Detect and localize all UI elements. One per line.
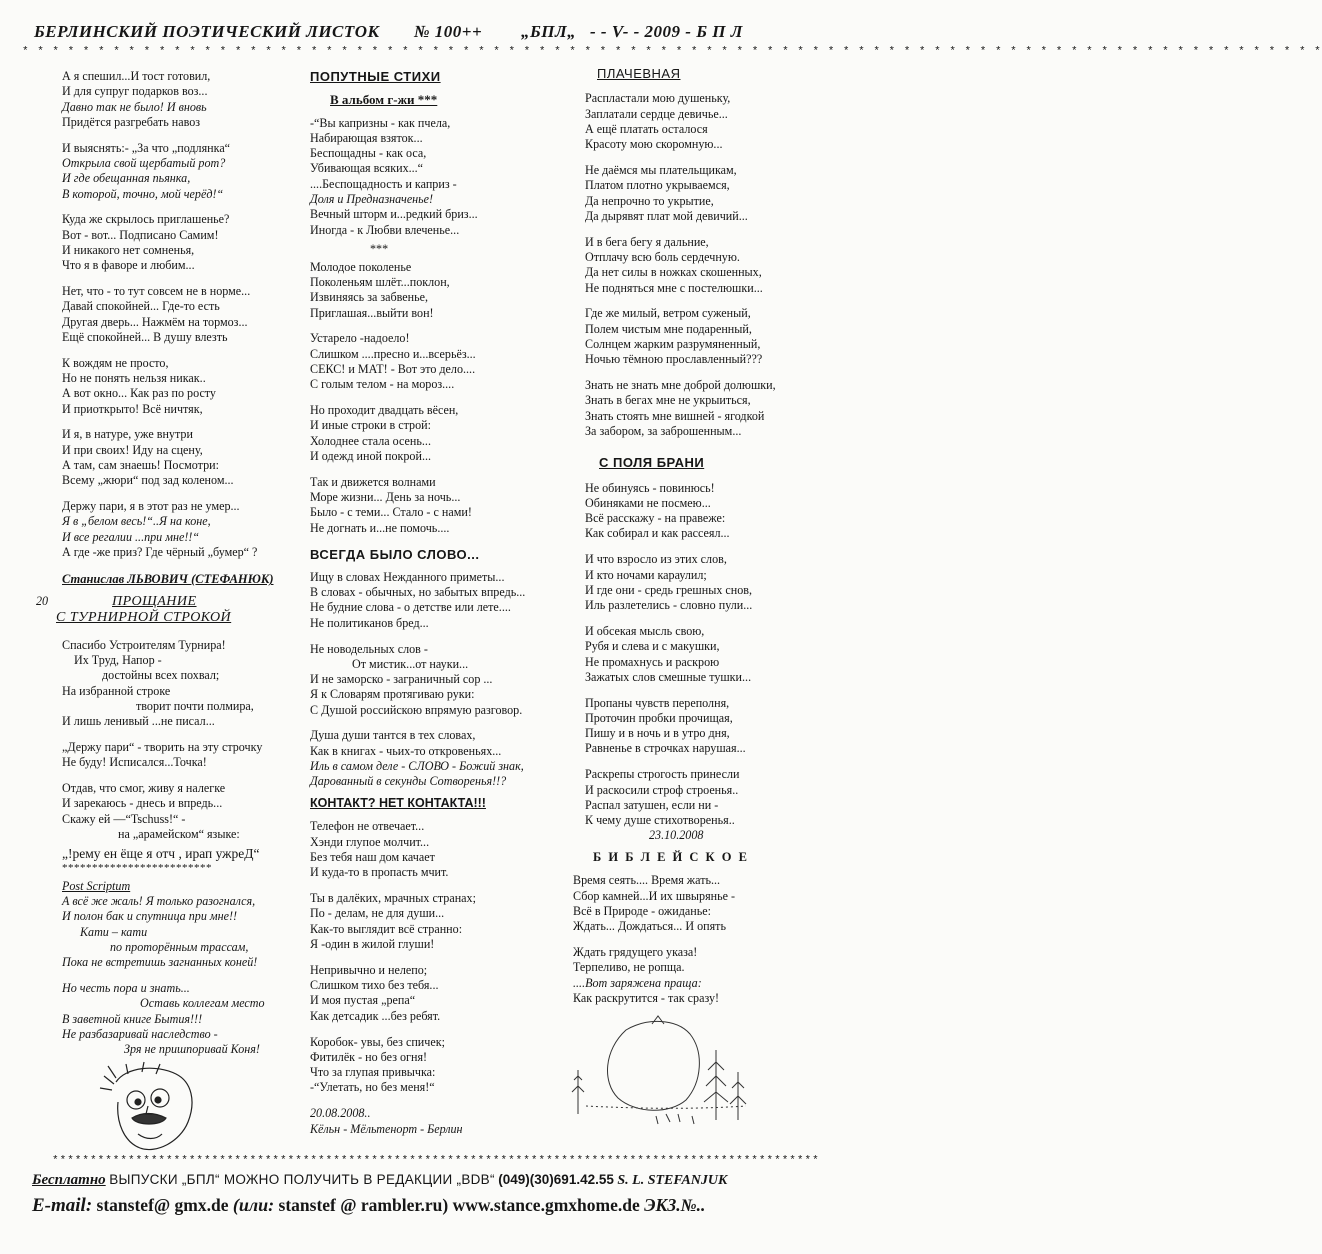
website-link[interactable]: www.stance.gmxhome.de: [452, 1195, 640, 1215]
verse-line: Знать стоять мне вишней - ягодкой: [585, 408, 765, 423]
verse-line: Слишком ....пресно и...всерьёз...: [310, 346, 476, 361]
free-label: Бесплатно: [32, 1172, 106, 1188]
verse-line: Убивающая всяких...“: [310, 161, 424, 176]
verse-line: И полон бак и спутница при мне!!: [62, 909, 238, 924]
masthead-brand: „БПЛ„: [521, 22, 577, 41]
verse-line: Платом плотно укрываемся,: [585, 178, 730, 193]
stanza: [62, 212, 308, 273]
verse-line: Давай спокойней... Где-то есть: [62, 299, 220, 314]
stanza: [585, 696, 815, 757]
email-label: E-mail:: [32, 1195, 93, 1216]
stanza: [62, 141, 308, 202]
verse-line: И никакого нет сомненья,: [62, 242, 195, 257]
verse-line: Коробок- увы, без спичек;: [310, 1034, 445, 1049]
verse-line: Зря не пришпоривай Коня!: [124, 1042, 260, 1057]
editor-name: S. L. STEFANJUK: [617, 1173, 728, 1188]
verse-line: творит почти полмира,: [136, 698, 254, 713]
verse-line: И при своих! Иду на сцену,: [62, 442, 203, 457]
verse-line: Ждать... Дождаться... И опять: [573, 919, 726, 934]
section-title: ПОПУТНЫЕ СТИХИ: [310, 69, 441, 84]
stanza: [310, 963, 560, 1024]
stanza: [310, 403, 560, 464]
short-separator: *************************: [62, 862, 212, 875]
verse-line: Иль в самом деле - СЛОВО - Божий знак,: [310, 759, 524, 774]
verse-line: Открыла свой щербатый рот?: [62, 155, 226, 170]
verse-line: Другая дверь... Нажмём на тормоз...: [62, 314, 248, 329]
verse-line: Пропаны чувств переполня,: [585, 695, 730, 710]
verse-line: Извиняясь за забвенье,: [310, 290, 429, 305]
poem-subtitle: С ТУРНИРНОЙ СТРОКОЙ: [56, 609, 232, 625]
verse-line: Набирающая взяток...: [310, 130, 423, 145]
verse-line: Я к Словарям протягиваю руки:: [310, 687, 475, 702]
verse-line: Зажатых слов смешные тушки...: [585, 669, 752, 684]
stanza: [62, 981, 308, 1057]
verse-line: Слишком тихо без тебя...: [310, 978, 439, 993]
phone-number: (049)(30)691.42.55: [498, 1172, 614, 1187]
verse-line: Заплатали сердце девичье...: [585, 106, 728, 121]
verse-line: Рубя и слева и с макушки,: [585, 639, 720, 654]
verse-line: В заветной книге Бытия!!!: [62, 1011, 203, 1026]
masthead: [34, 22, 864, 44]
footer-line-1: [32, 1172, 727, 1189]
verse-line: И для супруг подарков воз...: [62, 84, 208, 99]
verse-line: Отдав, что смог, живу я налегке: [62, 780, 226, 795]
verse-line: И раскосили строф строенья..: [585, 782, 739, 797]
verse-line: Спасибо Устроителям Турнира!: [62, 637, 226, 652]
verse-line: И зарекаюсь - днесь и впредь...: [62, 796, 223, 811]
verse-line: А ещё платать осталося: [585, 121, 708, 136]
verse-line: Как раскрутится - так сразу!: [573, 990, 720, 1005]
stanza: [310, 819, 560, 880]
poem-number: 20: [36, 593, 49, 608]
verse-line: Держу пари, я в этот раз не умер...: [62, 499, 240, 514]
stanza: [310, 570, 560, 631]
verse-line: Как детсадик ...без ребят.: [310, 1008, 441, 1023]
stanza: [62, 781, 308, 842]
verse-line: Проточин пробки прочищая,: [585, 710, 733, 725]
verse-line: Равненье в строчках нарушая...: [585, 741, 746, 756]
verse-line: Не разбазаривай наследство -: [62, 1026, 218, 1041]
verse-line: Красоту мою скоромную...: [585, 137, 723, 152]
verse-line: А всё же жаль! Я только разогнался,: [62, 894, 256, 909]
verse-line: Отплачу всю боль сердечную.: [585, 249, 740, 264]
verse-line: Солнцем жарким разрумяненный,: [585, 336, 761, 351]
footer-separator: *****************************************************************************************************: [52, 1155, 820, 1167]
verse-line: По - делам, не для души...: [310, 906, 445, 921]
verse-line: Всё расскажу - на правеже:: [585, 511, 726, 526]
verse-line: Кати – кати: [80, 924, 148, 939]
stanza: [585, 767, 815, 828]
stanza: [310, 331, 560, 392]
reversed-line: „!рему ен ёще я отч , ирап ужреД“: [62, 846, 260, 862]
verse-line: И в бега бегу я дальние,: [585, 234, 709, 249]
caricature-face-sketch: [96, 1062, 216, 1162]
verse-line: Терпеливо, не ропща.: [573, 960, 685, 975]
verse-line: Не будние слова - о детстве или лете....: [310, 600, 511, 615]
verse-line: Устарело -надоело!: [310, 331, 410, 346]
verse-line: А вот окно... Как раз по росту: [62, 386, 216, 401]
verse-line: Телефон не отвечает...: [310, 819, 425, 834]
verse-line: Что я в фаворе и любим...: [62, 258, 195, 273]
verse-line: И кто ночами караулил;: [585, 567, 707, 582]
verse-line: Распластали мою душеньку,: [585, 91, 731, 106]
verse-line: Было - с теми... Стало - с нами!: [310, 505, 472, 520]
verse-line: Я -один в жилой глуши!: [310, 937, 435, 952]
verse-line: С Душой российскою впрямую разговор.: [310, 702, 523, 717]
verse-line: А где -же приз? Где чёрный „бумер“ ?: [62, 545, 258, 560]
stanza: [62, 740, 308, 771]
verse-line: Ты в далёких, мрачных странах;: [310, 891, 476, 906]
verse-line: Давно так не было! И вновь: [62, 99, 207, 114]
stanza: [310, 728, 560, 789]
section-title: ВСЕГДА БЫЛО СЛОВО...: [310, 546, 480, 562]
column-left: [36, 69, 308, 1068]
verse-line: Беспощадны - как оса,: [310, 146, 427, 161]
poem-date: 23.10.2008: [649, 828, 704, 843]
verse-line: -“Улетать, но без меня!“: [310, 1080, 435, 1095]
verse-line: Доля и Предназначенье!: [310, 192, 434, 207]
verse-line: Пишу и в ночь и в утро дня,: [585, 726, 730, 741]
stanza: [62, 356, 308, 417]
verse-line: Не промахнусь и раскрою: [585, 654, 720, 669]
verse-line: И моя пустая „репа“: [310, 993, 416, 1008]
verse-line: Ищу в словах Нежданного приметы...: [310, 569, 505, 584]
verse-line: Иль разлетелись - словно пули...: [585, 598, 753, 613]
verse-line: Сбор камней...И их швырянье -: [573, 888, 736, 903]
verse-line: Непривычно и нелепо;: [310, 962, 428, 977]
verse-line: по проторённым трассам,: [110, 939, 249, 954]
verse-line: СЕКС! и МАТ! - Вот это дело....: [310, 362, 476, 377]
verse-line: А я спешил...И тост готовил,: [62, 69, 211, 83]
verse-line: Не подняться мне с постелюшки...: [585, 280, 763, 295]
verse-line: Ночью тёмною прославленный???: [585, 352, 763, 367]
verse-line: Не буду! Исписался...Точка!: [62, 755, 207, 770]
verse-line: Нет, что - то тут совсем не в норме...: [62, 284, 251, 299]
copy-number-label: ЭКЗ.№..: [644, 1195, 706, 1215]
verse-line: ....Вот заряжена праща:: [573, 975, 702, 990]
verse-line: Не новодельных слов -: [310, 641, 428, 656]
verse-line: Знать в бегах мне не укрыиться,: [585, 393, 751, 408]
column-middle: [310, 69, 560, 1137]
sling-stone-sketch: [566, 1010, 766, 1140]
verse-line: Оставь коллегам место: [140, 996, 265, 1011]
verse-line: Так и движется волнами: [310, 474, 436, 489]
biblical-section: [573, 850, 813, 1017]
verse-line: На избранной строке: [62, 683, 171, 698]
verse-line: Всё в Природе - ожиданье:: [573, 903, 711, 918]
verse-line: Скажу ей —“Tschuss!“ -: [62, 811, 186, 826]
verse-line: ....Беспощадность и каприз -: [310, 176, 457, 191]
stanza: [585, 306, 815, 367]
verse-line: Обиняками не посмею...: [585, 495, 711, 510]
verse-line: Не обинуясь - повинюсь!: [585, 480, 715, 495]
section-title-block: [36, 593, 308, 630]
poem-title: ПРОЩАНИЕ: [112, 593, 197, 609]
verse-line: Время сеять.... Время жать...: [573, 873, 721, 888]
section-title: КОНТАКТ? НЕТ КОНТАКТА!!!: [310, 796, 486, 811]
stanza: [585, 91, 815, 152]
verse-line: Всему „жюри“ под зад коленом...: [62, 473, 234, 488]
verse-line: Молодое поколенье: [310, 259, 412, 274]
stanza: [62, 427, 308, 488]
stanza: [310, 475, 560, 536]
verse-line: Их Труд, Напор -: [74, 652, 162, 667]
stanza: [62, 69, 308, 130]
verse-line: Холоднее стала осень...: [310, 433, 431, 448]
free-text: ВЫПУСКИ „БПЛ“ МОЖНО ПОЛУЧИТЬ В РЕДАКЦИИ „BDB“: [109, 1172, 495, 1187]
verse-line: Не даёмся мы плательщикам,: [585, 162, 737, 177]
verse-line: В которой, точно, мой черёд!“: [62, 186, 224, 201]
stars-divider: ***: [370, 242, 389, 257]
stanza: [310, 1035, 560, 1096]
stanza: [62, 638, 308, 730]
verse-line: Пока не встретишь загнанных коней!: [62, 955, 258, 970]
verse-line: К вождям не просто,: [62, 355, 169, 370]
stanza: [585, 378, 815, 439]
stanza: [585, 624, 815, 685]
verse-line: И не заморско - заграничный сор ...: [310, 672, 493, 687]
masthead-issue: № 100++: [414, 22, 483, 41]
section-subtitle: В альбом г-жи ***: [330, 92, 438, 108]
footer-line-2: [32, 1195, 705, 1217]
section-title: Б И Б Л Е Й С К О Е: [593, 850, 749, 864]
verse-line: И одежд иной покрой...: [310, 449, 432, 464]
verse-line: Вечный шторм и...редкий бриз...: [310, 207, 478, 222]
verse-line: Ещё спокойней... В душу влезть: [62, 329, 228, 344]
verse-line: Да дырявят плат мой девичий...: [585, 208, 748, 223]
verse-line: И где они - средь грешных снов,: [585, 582, 753, 597]
verse-line: К чему душе стихотворенья..: [585, 813, 735, 828]
verse-line: И все регалии ...при мне!!“: [62, 529, 200, 544]
verse-line: Придётся разгребать навоз: [62, 114, 201, 129]
stanza: [310, 891, 560, 952]
verse-line: Поколеньям шлёт...поклон,: [310, 275, 450, 290]
verse-line: Душа души тантся в тех словах,: [310, 728, 476, 743]
verse-line: Дарованный в секунды Сотворенья!!?: [310, 774, 507, 789]
header-separator: * * * * * * * * * * * * * * * * * * * * * * * * * * * * * * * * * * * * * * * * * * * * * * * * * * * * * * * * * * * * * * * * * * * * * * * * * * * * * * * * * * * * * *: [22, 46, 1322, 58]
verse-line: Иногда - к Любви влеченье...: [310, 222, 460, 237]
verse-line: И выяснять:- „За что „подлянка“: [62, 140, 231, 155]
stanza: [62, 894, 308, 970]
verse-line: И я, в натуре, уже внутри: [62, 427, 193, 442]
verse-line: достойны всех похвал;: [102, 668, 220, 683]
stanza: [585, 163, 815, 224]
verse-line: И что взросло из этих слов,: [585, 552, 727, 567]
verse-line: Знать не знать мне доброй долюшки,: [585, 378, 776, 393]
verse-line: Как в книгах - чьих-то откровеньях...: [310, 743, 502, 758]
verse-line: Ждать грядущего указа!: [573, 944, 698, 959]
stanza: [585, 552, 815, 613]
verse-line: Я в „белом весь!“..Я на коне,: [62, 514, 211, 529]
stanza: [573, 945, 813, 1006]
stanza: [585, 235, 815, 296]
verse-line: От мистик...от науки...: [352, 656, 469, 671]
verse-line: -“Вы капризны - как пчела,: [310, 115, 451, 130]
verse-line: „Держу пари“ - творить на эту строчку: [62, 739, 263, 754]
stanza: [310, 260, 560, 321]
verse-line: Раскрепы строгость принесли: [585, 767, 740, 782]
verse-line: Море жизни... День за ночь...: [310, 490, 461, 505]
verse-line: Как-то выглядит всё странно:: [310, 921, 463, 936]
verse-line: Не политиканов бред...: [310, 615, 429, 630]
verse-line: Вот - вот... Подписано Самим!: [62, 227, 219, 242]
author-signature: Станислав ЛЬВОВИЧ (СТЕФАНЮК): [62, 572, 274, 587]
verse-line: И иные строки в строй:: [310, 418, 431, 433]
column-right: [585, 66, 815, 852]
verse-line: Что за глупая привычка:: [310, 1065, 436, 1080]
postscript-title: Post Scriptum: [62, 878, 131, 893]
poem-date: 20.08.2008..: [310, 1106, 371, 1121]
verse-line: на „арамейском“ языке:: [118, 826, 240, 841]
stanza: [62, 284, 308, 345]
verse-line: Да нет силы в ножках скошенных,: [585, 265, 762, 280]
verse-line: Да непрочно то укрытие,: [585, 193, 714, 208]
verse-line: Но не понять нельзя никак..: [62, 371, 206, 386]
stanza: [310, 642, 560, 718]
verse-line: Куда же скрылось приглашенье?: [62, 212, 230, 227]
verse-line: Где же милый, ветром суженый,: [585, 306, 751, 321]
masthead-date: - - V- - 2009 - Б П Л: [590, 22, 743, 41]
stanza: [310, 116, 560, 238]
verse-line: Но честь пора и знать...: [62, 981, 190, 996]
verse-line: И где обещанная пьянка,: [62, 171, 191, 186]
verse-line: Приглашая...выйти вон!: [310, 305, 434, 320]
or-label: (или:: [232, 1195, 275, 1215]
verse-line: Фитилёк - но без огня!: [310, 1049, 428, 1064]
email-alt[interactable]: stanstef @ rambler.ru): [278, 1195, 449, 1215]
email-primary[interactable]: stanstef@ gmx.de: [96, 1195, 229, 1215]
verse-line: За забором, за заброшенным...: [585, 423, 742, 438]
verse-line: А там, сам знаешь! Посмотри:: [62, 458, 219, 473]
verse-line: Без тебя наш дом качает: [310, 850, 435, 865]
masthead-title: БЕРЛИНСКИЙ ПОЭТИЧЕСКИЙ ЛИСТОК: [34, 22, 380, 41]
section-title: ПЛАЧЕВНАЯ: [597, 66, 681, 81]
stanza: [62, 499, 308, 560]
verse-line: И куда-то в пропасть мчит.: [310, 865, 449, 880]
verse-line: И приоткрыто! Всё ничтяк,: [62, 401, 203, 416]
verse-line: И обсекая мысль свою,: [585, 623, 705, 638]
stanza: [573, 873, 813, 934]
verse-line: Распал затушен, если ни -: [585, 797, 719, 812]
stanza: [585, 481, 815, 542]
verse-line: С голым телом - на мороз....: [310, 377, 455, 392]
verse-line: Как собирал и как рассеял...: [585, 526, 730, 541]
section-title: С ПОЛЯ БРАНИ: [599, 455, 705, 471]
poem-place: Кёльн - Мёльтенорт - Берлин: [310, 1121, 463, 1136]
verse-line: И лишь ленивый ...не писал...: [62, 714, 215, 729]
verse-line: Хэнди глупое молчит...: [310, 834, 430, 849]
verse-line: В словах - обычных, но забытых впредь...: [310, 585, 526, 600]
verse-line: Не догнать и...не помочь....: [310, 520, 450, 535]
verse-line: Полем чистым мне подаренный,: [585, 321, 752, 336]
verse-line: Но проходит двадцать вёсен,: [310, 403, 459, 418]
